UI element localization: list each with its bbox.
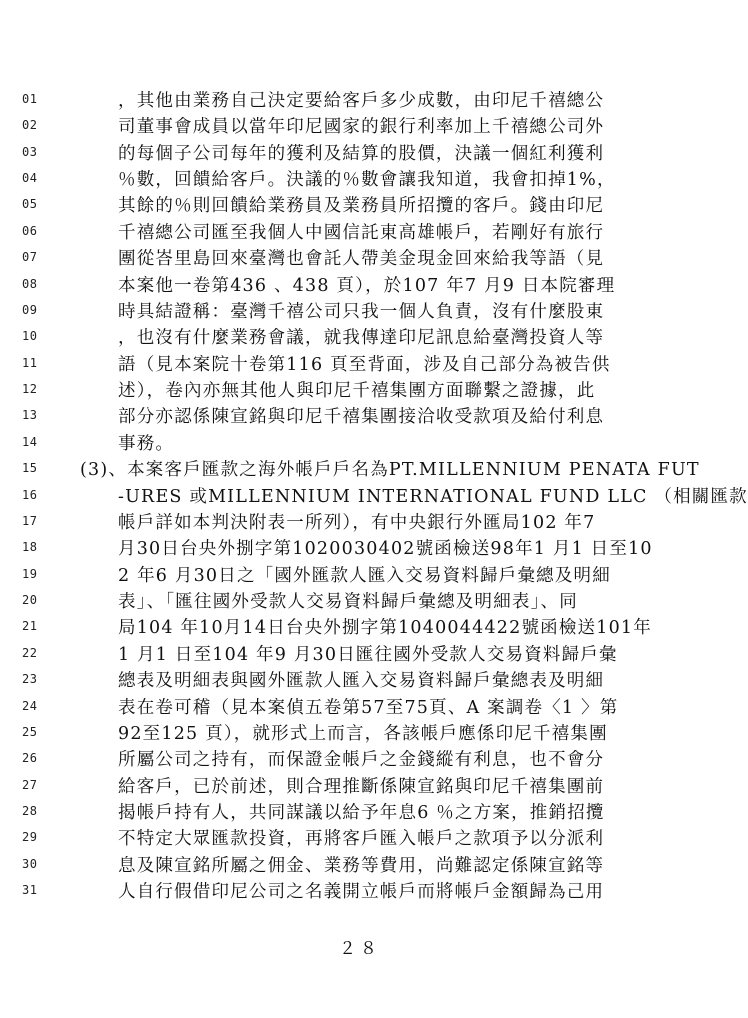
line-text: 人自行假借印尼公司之名義開立帳戶而將帳戶金額歸為己用 [118,882,605,903]
line-number: 11 [22,355,38,370]
document-line [0,800,720,826]
line-number: 31 [22,883,38,898]
line-number: 27 [22,777,38,792]
line-number: 29 [22,830,38,845]
document-line [0,721,720,747]
line-text: (3)、本案客戶匯款之海外帳戶戶名為PT.MILLENNIUM PENATA FUT [80,460,700,481]
line-text: 息及陳宣銘所屬之佣金、業務等費用，尚難認定係陳宣銘等 [118,855,605,876]
document-line [0,352,720,378]
line-number: 03 [22,144,38,159]
document-line [0,404,720,430]
line-text: 團從峇里島回來臺灣也會託人帶美金現金回來給我等語（見 [118,249,605,270]
line-text: 月30日台央外捌字第1020030402號函檢送98年1 月1 日至10 [118,539,653,560]
line-number: 07 [22,250,38,265]
document-line [0,668,720,694]
line-number: 14 [22,434,38,449]
page-number: ２８ [339,939,381,959]
document-line [0,853,720,879]
line-text: 部分亦認係陳宣銘與印尼千禧集團接洽收受款項及給付利息 [118,407,605,428]
line-text: 的每個子公司每年的獲利及結算的股價，決議一個紅利獲利 [118,143,605,164]
line-text: 所屬公司之持有，而保證金帳戶之金錢縱有利息，也不會分 [118,750,605,771]
line-text: 本案他一卷第436 、438 頁），於107 年7 月9 日本院審理 [118,275,616,296]
document-line [0,325,720,351]
line-number: 23 [22,672,38,687]
line-number: 28 [22,803,38,818]
line-text: 表」、「匯往國外受款人交易資料歸戶彙總及明細表」、同 [118,592,578,613]
line-number: 09 [22,302,38,317]
line-number: 02 [22,118,38,133]
document-line [0,695,720,721]
line-number: 20 [22,593,38,608]
document-line [0,642,720,668]
line-number: 04 [22,171,38,186]
line-number: 01 [22,92,38,106]
line-text: 92至125 頁），就形式上而言，各該帳戶應係印尼千禧集團 [118,723,608,744]
line-text: 揭帳戶持有人，共同謀議以給予年息6 ％之方案，推銷招攬 [118,802,605,823]
line-text: 不特定大眾匯款投資，再將客戶匯入帳戶之款項予以分派利 [118,829,605,850]
document-line [0,774,720,800]
line-number: 26 [22,751,38,766]
line-number: 19 [22,566,38,581]
line-text: ％數，回饋給客戶。決議的％數會讓我知道，我會扣掉1%， [118,170,616,191]
line-number: 24 [22,698,38,713]
line-text: 時具結證稱：臺灣千禧公司只我一個人負責，沒有什麼股東 [118,301,605,322]
line-number: 17 [22,513,38,528]
line-text: 千禧總公司匯至我個人中國信託東高雄帳戶，若剛好有旅行 [118,222,605,243]
line-text: 帳戶詳如本判決附表一所列），有中央銀行外匯局102 年7 [118,512,596,533]
line-number: 15 [22,461,38,476]
document-line [0,114,720,140]
line-number: 21 [22,619,38,634]
line-text: ，也沒有什麼業務會議，就我傳達印尼訊息給臺灣投資人等 [118,328,605,349]
document-line [0,273,720,299]
line-number: 13 [22,408,38,423]
document-line [0,536,720,562]
document-line [0,879,720,905]
document-line [0,484,748,510]
line-number: 05 [22,197,38,212]
line-text: ，其他由業務自己決定要給客戶多少成數，由印尼千禧總公 [118,91,605,111]
line-text: 語（見本案院十卷第116 頁至背面，涉及自己部分為被告供 [118,354,611,375]
line-number: 16 [22,487,38,502]
line-number: 10 [22,329,38,344]
document-line [0,88,720,114]
line-number: 06 [22,223,38,238]
line-text: -URES 或MILLENNIUM INTERNATIONAL FUND LLC （相關匯款 [118,486,748,507]
line-number: 18 [22,540,38,555]
line-text: 給客戶，已於前述，則合理推斷係陳宣銘與印尼千禧集團前 [118,776,605,797]
document-line [0,563,720,589]
document-line [0,615,720,641]
line-text: 表在卷可稽（見本案偵五卷第57至75頁、A 案調卷〈1 〉第 [118,697,619,718]
document-line [0,246,720,272]
line-number: 08 [22,276,38,291]
line-text: 1 月1 日至104 年9 月30日匯往國外受款人交易資料歸戶彙 [118,644,618,665]
document-line [0,193,720,219]
line-text: 局104 年10月14日台央外捌字第1040044422號函檢送101年 [118,618,652,639]
line-text: 總表及明細表與國外匯款人匯入交易資料歸戶彙總表及明細 [118,671,605,692]
document-line [0,589,720,615]
line-number: 25 [22,724,38,739]
line-text: 事務。 [118,433,175,454]
document-line [0,378,720,404]
document-line [0,747,720,773]
document-line [0,457,720,483]
line-text: 司董事會成員以當年印尼國家的銀行利率加上千禧總公司外 [118,117,605,138]
line-number: 12 [22,382,38,397]
document-line [0,510,720,536]
document-line [0,220,720,246]
document-line [0,431,720,457]
line-text: 述），卷內亦無其他人與印尼千禧集團方面聯繫之證據，此 [118,381,596,402]
line-number: 30 [22,856,38,871]
line-number: 22 [22,645,38,660]
line-text: 2 年6 月30日之「國外匯款人匯入交易資料歸戶彙總及明細 [118,565,611,586]
document-line [0,141,720,167]
document-line [0,167,720,193]
document-line [0,299,720,325]
document-line [0,826,720,852]
line-text: 其餘的％則回饋給業務員及業務員所招攬的客戶。錢由印尼 [118,196,605,217]
